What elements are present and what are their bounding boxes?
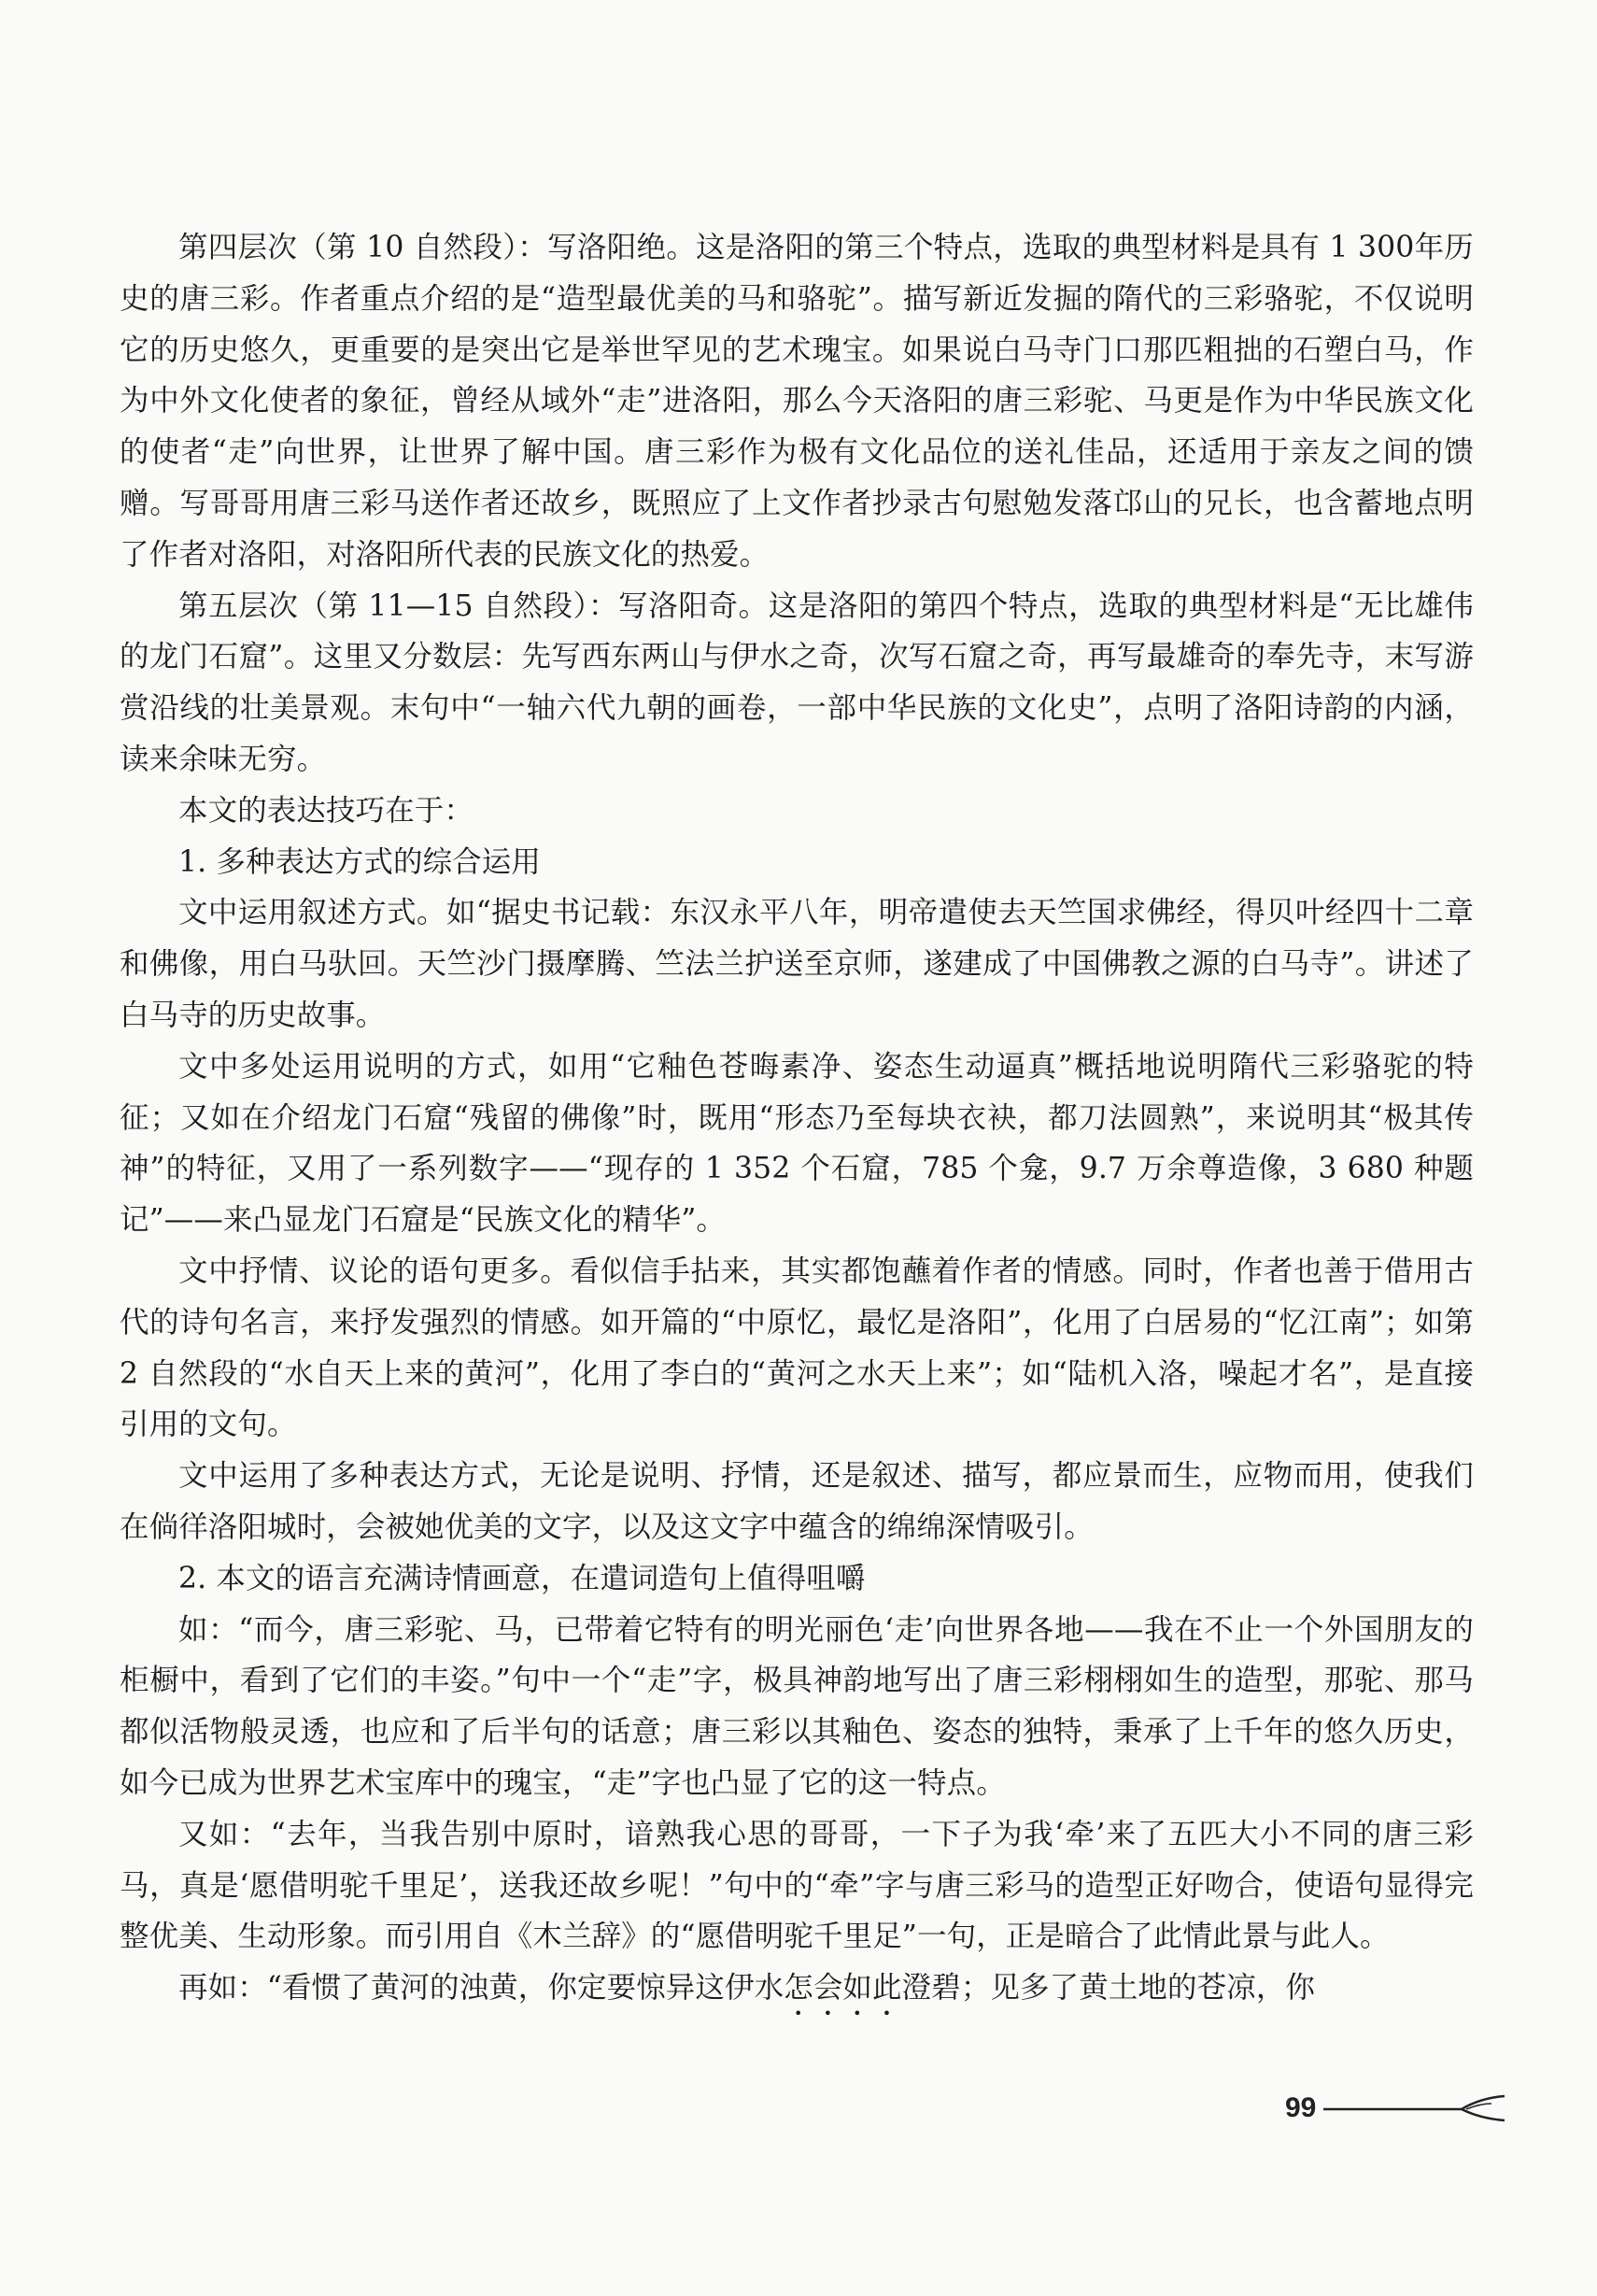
text-segment: 再如：“看惯了黄河的浊黄，你定要惊异这伊水	[178, 1971, 784, 2005]
paragraph-summary: 文中运用了多种表达方式，无论是说明、抒情，还是叙述、描写，都应景而生，应物而用，使我们在倘徉洛阳城时，会被她优美的文字，以及这文字中蕴含的绵绵深情吸引。	[120, 1459, 1474, 1544]
body-text	[120, 222, 1474, 2022]
paragraph-techniques-intro: 本文的表达技巧在于：	[178, 793, 474, 828]
page-number: 99	[1285, 2092, 1317, 2123]
paragraph-exposition: 文中多处运用说明的方式，如用“它釉色苍晦素净、姿态生动逼真”概括地说明隋代三彩骆驼的特征；又如在介绍龙门石窟“残留的佛像”时，既用“形态乃至每块衣袂，都刀法圆熟”，来说明其“极其传神”的特征，又用了一系列数字——“现存的 1 352 个石窟，785 个龛，9.7 万余尊造像，3 680 种题记”——来凸显龙门石窟是“民族文化的精华”。	[120, 1049, 1474, 1238]
text-segment: 澄碧；见多了黄土地的苍凉，你	[901, 1971, 1316, 2005]
paragraph-narration: 文中运用叙述方式。如“据史书记载：东汉永平八年，明帝遣使去天竺国求佛经，得贝叶经四十二章和佛像，用白马驮回。天竺沙门摄摩腾、竺法兰护送至京师，遂建成了中国佛教之源的白马寺”。讲述了白马寺的历史故事。	[120, 896, 1474, 1032]
decorative-rule-icon	[1321, 2094, 1508, 2122]
paragraph-example-walk: 如：“而今，唐三彩驼、马，已带着它特有的明光丽色‘走’向世界各地——我在不止一个外国朋友的柜橱中，看到了它们的丰姿。”句中一个“走”字，极具神韵地写出了唐三彩栩栩如生的造型，那驼、那马都似活物般灵透，也应和了后半句的话意；唐三彩以其釉色、姿态的独特，秉承了上千年的悠久历史，如今已成为世界艺术宝库中的瑰宝，“走”字也凸显了它的这一特点。	[120, 1612, 1474, 1800]
paragraph-layer-five: 第五层次（第 11—15 自然段）：写洛阳奇。这是洛阳的第四个特点，选取的典型材料是“无比雄伟的龙门石窟”。这里又分数层：先写西东两山与伊水之奇，次写石窟之奇，再写最雄奇的奉先寺，末写游赏沿线的壮美景观。末句中“一轴六代九朝的画卷，一部中华民族的文化史”，点明了洛阳诗韵的内涵，读来余味无穷。	[120, 588, 1474, 776]
heading-technique-one: 1. 多种表达方式的综合运用	[178, 844, 541, 879]
paragraph-lyric-argument: 文中抒情、议论的语句更多。看似信手拈来，其实都饱蘸着作者的情感。同时，作者也善于借用古代的诗句名言，来抒发强烈的情感。如开篇的“中原忆，最忆是洛阳”，化用了白居易的“忆江南”；如第 2 自然段的“水自天上来的黄河”，化用了李白的“黄河之水天上来”；如“陆机入洛，噪起才名”，是直接引用的文句。	[120, 1254, 1474, 1442]
heading-technique-two: 2. 本文的语言充满诗情画意，在遣词造句上值得咀嚼	[178, 1561, 866, 1595]
paragraph-example-lead: 又如：“去年，当我告别中原时，谙熟我心思的哥哥，一下子为我‘牵’来了五匹大小不同的唐三彩马，真是‘愿借明驼千里足’，送我还故乡呢！”句中的“牵”字与唐三彩马的造型正好吻合，使语句显得完整优美、生动形象。而引用自《木兰辞》的“愿借明驼千里足”一句，正是暗合了此情此景与此人。	[120, 1817, 1474, 1954]
page-footer	[1285, 2092, 1508, 2124]
emphasized-text: 怎会如此	[784, 1971, 902, 2005]
paragraph-layer-four: 第四层次（第 10 自然段）：写洛阳绝。这是洛阳的第三个特点，选取的典型材料是具有 1 300年历史的唐三彩。作者重点介绍的是“造型最优美的马和骆驼”。描写新近发掘的隋代的三彩骆驼，不仅说明它的历史悠久，更重要的是突出它是举世罕见的艺术瑰宝。如果说白马寺门口那匹粗拙的石塑白马，作为中外文化使者的象征，曾经从域外“走”进洛阳，那么今天洛阳的唐三彩驼、马更是作为中华民族文化的使者“走”向世界，让世界了解中国。唐三彩作为极有文化品位的送礼佳品，还适用于亲友之间的馈赠。写哥哥用唐三彩马送作者还故乡，既照应了上文作者抄录古句慰勉发落邙山的兄长，也含蓄地点明了作者对洛阳，对洛阳所代表的民族文化的热爱。	[120, 231, 1474, 572]
paragraph-example-yishui	[120, 1963, 1474, 2022]
